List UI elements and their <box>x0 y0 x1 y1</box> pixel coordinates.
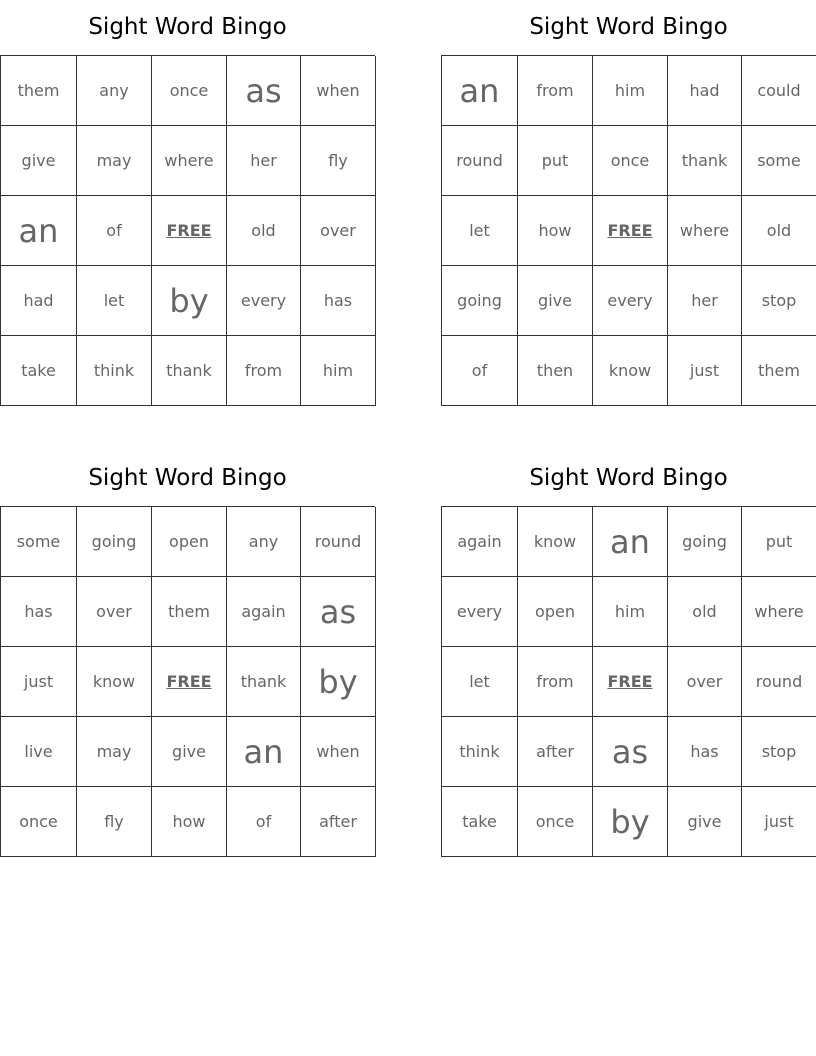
bingo-cell: over <box>668 647 742 717</box>
bingo-cell: thank <box>227 647 301 717</box>
bingo-cell: know <box>518 507 593 577</box>
bingo-cell: think <box>442 717 518 787</box>
card-title: Sight Word Bingo <box>88 465 287 491</box>
bingo-cell: take <box>1 336 77 406</box>
bingo-cell: where <box>742 577 816 647</box>
bingo-cell: round <box>442 126 518 196</box>
bingo-cell: how <box>152 787 227 857</box>
bingo-cell: once <box>518 787 593 857</box>
bingo-cell: once <box>1 787 77 857</box>
bingo-cell: know <box>593 336 668 406</box>
bingo-cell: when <box>301 56 376 126</box>
bingo-cell: stop <box>742 266 816 336</box>
bingo-cell: open <box>518 577 593 647</box>
bingo-cell: of <box>77 196 152 266</box>
bingo-cell: how <box>518 196 593 266</box>
bingo-cell: any <box>77 56 152 126</box>
bingo-cell: some <box>1 507 77 577</box>
bingo-cell: of <box>442 336 518 406</box>
bingo-cell: thank <box>152 336 227 406</box>
bingo-cell: an <box>1 196 77 266</box>
bingo-cell: give <box>518 266 593 336</box>
bingo-cell: every <box>227 266 301 336</box>
bingo-cell: from <box>518 647 593 717</box>
bingo-cell: know <box>77 647 152 717</box>
bingo-cell: round <box>301 507 376 577</box>
bingo-cell: any <box>227 507 301 577</box>
bingo-cell: give <box>668 787 742 857</box>
bingo-cell: had <box>668 56 742 126</box>
bingo-grid <box>0 55 375 406</box>
bingo-cell: them <box>742 336 816 406</box>
bingo-cell: over <box>77 577 152 647</box>
free-space: FREE <box>152 647 227 717</box>
bingo-cell: live <box>1 717 77 787</box>
bingo-cell: again <box>442 507 518 577</box>
bingo-cell: him <box>301 336 376 406</box>
bingo-cell: put <box>742 507 816 577</box>
bingo-cell: every <box>593 266 668 336</box>
bingo-cell: where <box>152 126 227 196</box>
bingo-cell: fly <box>301 126 376 196</box>
bingo-cell: just <box>1 647 77 717</box>
bingo-cell: take <box>442 787 518 857</box>
bingo-cell: once <box>152 56 227 126</box>
bingo-cell: them <box>152 577 227 647</box>
bingo-cell: as <box>593 717 668 787</box>
bingo-cell: let <box>442 647 518 717</box>
bingo-cell: thank <box>668 126 742 196</box>
bingo-cell: may <box>77 126 152 196</box>
bingo-cell: think <box>77 336 152 406</box>
bingo-cell: could <box>742 56 816 126</box>
bingo-cell: just <box>668 336 742 406</box>
bingo-cell: old <box>227 196 301 266</box>
bingo-cell: an <box>227 717 301 787</box>
bingo-cell: has <box>668 717 742 787</box>
bingo-cell: again <box>227 577 301 647</box>
bingo-cell: some <box>742 126 816 196</box>
bingo-cell: give <box>152 717 227 787</box>
bingo-cell: where <box>668 196 742 266</box>
bingo-cell: going <box>442 266 518 336</box>
bingo-cell: an <box>593 507 668 577</box>
bingo-cell: by <box>152 266 227 336</box>
bingo-cell: her <box>227 126 301 196</box>
bingo-cell: over <box>301 196 376 266</box>
bingo-cell: them <box>1 56 77 126</box>
card-title: Sight Word Bingo <box>529 465 728 491</box>
bingo-cell: then <box>518 336 593 406</box>
bingo-cell: by <box>593 787 668 857</box>
bingo-cell: an <box>442 56 518 126</box>
free-space: FREE <box>593 196 668 266</box>
bingo-cell: has <box>1 577 77 647</box>
bingo-cell: just <box>742 787 816 857</box>
free-space: FREE <box>152 196 227 266</box>
bingo-cell: round <box>742 647 816 717</box>
bingo-cell: stop <box>742 717 816 787</box>
bingo-cell: old <box>742 196 816 266</box>
bingo-cell: as <box>227 56 301 126</box>
bingo-cell: as <box>301 577 376 647</box>
bingo-cell: him <box>593 577 668 647</box>
bingo-grid <box>441 55 816 406</box>
bingo-cell: going <box>668 507 742 577</box>
bingo-cell: of <box>227 787 301 857</box>
bingo-cell: after <box>301 787 376 857</box>
bingo-cell: when <box>301 717 376 787</box>
bingo-cell: may <box>77 717 152 787</box>
bingo-grid <box>441 506 816 857</box>
bingo-cell: put <box>518 126 593 196</box>
bingo-cell: after <box>518 717 593 787</box>
bingo-cell: let <box>77 266 152 336</box>
bingo-cell: has <box>301 266 376 336</box>
bingo-cell: had <box>1 266 77 336</box>
bingo-cell: fly <box>77 787 152 857</box>
bingo-cell: him <box>593 56 668 126</box>
bingo-cell: let <box>442 196 518 266</box>
bingo-cell: once <box>593 126 668 196</box>
bingo-cell: going <box>77 507 152 577</box>
bingo-cell: from <box>227 336 301 406</box>
bingo-cell: old <box>668 577 742 647</box>
bingo-cell: her <box>668 266 742 336</box>
card-title: Sight Word Bingo <box>88 14 287 40</box>
card-title: Sight Word Bingo <box>529 14 728 40</box>
bingo-cell: open <box>152 507 227 577</box>
free-space: FREE <box>593 647 668 717</box>
bingo-cell: give <box>1 126 77 196</box>
bingo-grid <box>0 506 375 857</box>
bingo-cell: by <box>301 647 376 717</box>
bingo-cell: from <box>518 56 593 126</box>
bingo-cell: every <box>442 577 518 647</box>
